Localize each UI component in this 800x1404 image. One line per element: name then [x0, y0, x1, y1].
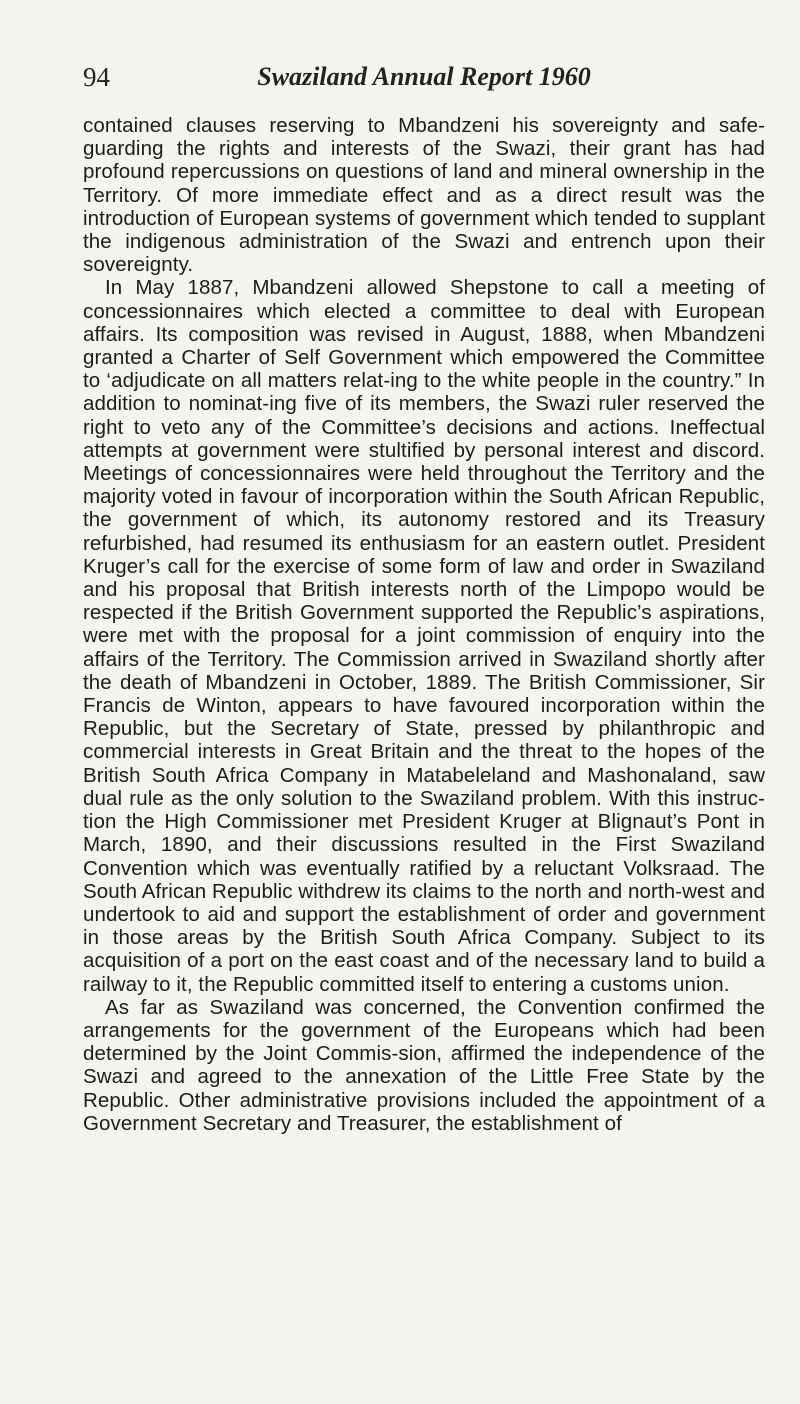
- paragraph: In May 1887, Mbandzeni allowed Shepstone to call a meeting of concessionnaires which elected a committee to deal with European affairs. Its composition was revised in August, 1888, when Mbandzeni granted a Charter of Self Government which empowered the Committee to ‘adjudicate on all matters relat-ing to the white people in the country.” In addition to nominat-ing five of its members, the Swazi ruler reserved the right to veto any of the Committee’s decisions and actions. Ineffectual attempts at government were stultified by personal interest and discord. Meetings of concessionnaires were held throughout the Territory and the majority voted in favour of incorporation within the South African Republic, the government of which, its autonomy restored and its Treasury refurbished, had resumed its enthusiasm for an eastern outlet. President Kruger’s call for the exercise of some form of law and order in Swaziland and his proposal that British interests north of the Limpopo would be respected if the British Government supported the Republic’s aspirations, were met with the proposal for a joint commission of enquiry into the affairs of the Territory. The Commission arrived in Swaziland shortly after the death of Mbandzeni in October, 1889. The British Commissioner, Sir Francis de Winton, appears to have favoured incorporation within the Republic, but the Secretary of State, pressed by philanthropic and commercial interests in Great Britain and the threat to the hopes of the British South Africa Company in Matabeleland and Mashonaland, saw dual rule as the only solution to the Swaziland problem. With this instruc-tion the High Commissioner met President Kruger at Blignaut’s Pont in March, 1890, and their discussions resulted in the First Swaziland Convention which was eventually ratified by a reluctant Volksraad. The South African Republic withdrew its claims to the north and north-west and undertook to aid and support the establishment of order and government in those areas by the British South Africa Company. Subject to its acquisition of a port on the east coast and of the necessary land to build a railway to it, the Republic committed itself to entering a customs union.: [83, 276, 765, 996]
- paragraph: As far as Swaziland was concerned, the Convention confirmed the arrangements for the government of the Europeans which had been determined by the Joint Commis-sion, affirmed the independence of the Swazi and agreed to the annexation of the Little Free State by the Republic. Other administrative provisions included the appointment of a Government Secretary and Treasurer, the establishment of: [83, 995, 765, 1135]
- page-header: [83, 62, 765, 98]
- page-number: 94: [83, 62, 110, 92]
- running-head: Swaziland Annual Report 1960: [257, 62, 591, 91]
- body-text: [83, 114, 765, 1135]
- paragraph-continued: contained clauses reserving to Mbandzeni his sovereignty and safe-guarding the rights and interests of the Swazi, their grant has had profound repercussions on questions of land and mineral ownership in the Territory. Of more immediate effect and as a direct result was the introduction of European systems of government which tended to supplant the indigenous administration of the Swazi and entrench upon their sovereignty.: [83, 114, 765, 277]
- document-page: [83, 62, 765, 1135]
